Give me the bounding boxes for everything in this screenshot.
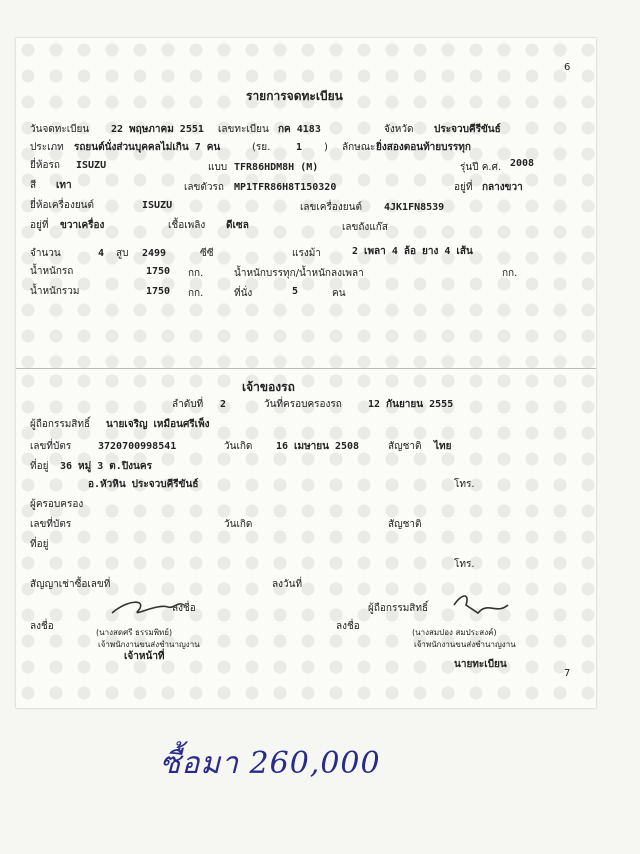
label: สัญญาเช่าซื้อเลขที่ [30, 579, 111, 590]
label: ประเภท [30, 142, 64, 153]
label: ซีซี [200, 248, 214, 259]
label: เลขที่บัตร [30, 441, 72, 452]
page-number: 6 [564, 62, 571, 73]
total-weight: 1750 [146, 286, 171, 297]
owner-section [16, 368, 596, 709]
section-title: รายการจดทะเบียน [246, 89, 343, 103]
registrar-name: (นางสมปอง สมประสงค์) [412, 628, 497, 637]
label: จำนวน [30, 248, 61, 259]
officer-title: เจ้าพนักงานขนส่งชำนาญงาน [98, 640, 200, 649]
label: ยี่ห้อเครื่องยนต์ [30, 200, 95, 211]
registrar-title: เจ้าพนักงานขนส่งชำนาญงาน [414, 640, 516, 649]
vehicle-type: รถยนต์นั่งส่วนบุคคลไม่เกิน 7 คน [74, 142, 221, 153]
label: ) [324, 142, 328, 153]
registrar-role: นายทะเบียน [454, 659, 507, 670]
model: TFR86HDM8H (M) [234, 162, 319, 173]
label: วันเกิด [224, 441, 253, 452]
label: เลขเครื่องยนต์ [300, 202, 362, 213]
reg-date: 22 พฤษภาคม 2551 [111, 124, 204, 135]
vehicle-weight: 1750 [146, 266, 171, 277]
owner-nationality: ไทย [434, 441, 452, 452]
label: วันจดทะเบียน [30, 124, 90, 135]
label: โทร. [454, 479, 475, 490]
label: (รย. [252, 142, 271, 153]
label: อยู่ที่ [454, 182, 473, 193]
label: สัญชาติ [388, 519, 422, 530]
officer-role: เจ้าหน้าที่ [124, 651, 165, 662]
label: เลขตัวรถ [184, 182, 224, 193]
label: แรงม้า [292, 248, 321, 259]
owner-signature [448, 591, 518, 619]
reg-number: กค 4183 [278, 124, 321, 135]
label: จังหวัด [384, 124, 414, 135]
label: กก. [502, 268, 518, 279]
label: ลงชื่อ [30, 621, 54, 632]
color: เทา [56, 180, 72, 191]
label: ลงชื่อ [172, 603, 196, 614]
label: กก. [188, 268, 204, 279]
label: เลขทะเบียน [218, 124, 269, 135]
label: อยู่ที่ [30, 220, 49, 231]
label: ยี่ห้อรถ [30, 160, 60, 171]
section-title: เจ้าของรถ [242, 380, 295, 394]
label: วันที่ครอบครองรถ [264, 399, 342, 410]
axles: 2 เพลา 4 ล้อ ยาง 4 เส้น [352, 246, 473, 257]
label: น้ำหนักรถ [30, 266, 74, 277]
province: ประจวบคีรีขันธ์ [434, 124, 501, 135]
security-pattern [16, 369, 596, 709]
label: สัญชาติ [388, 441, 422, 452]
label: แบบ [208, 162, 228, 173]
sequence-number: 2 [220, 399, 227, 410]
label: ลำดับที่ [172, 399, 204, 410]
label: ผู้ถือกรรมสิทธิ์ [368, 603, 429, 614]
label: โทร. [454, 559, 475, 570]
label: ที่นั่ง [234, 288, 253, 299]
label: ผู้ครอบครอง [30, 499, 84, 510]
owner-name: นายเจริญ เหมือนศรีเพ็ง [106, 419, 210, 430]
possession-date: 12 กันยายน 2555 [368, 399, 454, 410]
owner-address-line1: 36 หมู่ 3 ต.ปิงนคร [60, 461, 152, 472]
ry-code: 1 [296, 142, 303, 153]
engine-number: 4JK1FN8539 [384, 202, 445, 213]
label: ลักษณะ [342, 142, 376, 153]
fuel: ดีเซล [226, 220, 249, 231]
label: ที่อยู่ [30, 539, 49, 550]
handwritten-note: ซื้อมา 260,000 [160, 746, 381, 781]
engine-brand: ISUZU [142, 200, 173, 211]
registration-section [16, 38, 596, 368]
officer-signature [108, 595, 188, 621]
seat-count: 5 [292, 286, 299, 297]
label: เลขที่บัตร [30, 519, 72, 530]
owner-id: 3720700998541 [98, 441, 177, 452]
label: สี [30, 180, 37, 191]
footer-number: 7 [564, 668, 571, 679]
label: ที่อยู่ [30, 461, 49, 472]
label: น้ำหนักบรรทุก/น้ำหนักลงเพลา [234, 268, 364, 279]
chassis-location: กลางขวา [482, 182, 523, 193]
label: สูบ [116, 248, 129, 259]
officer-name: (นางสดศรี ธรรมพิทย์) [96, 628, 173, 637]
vehicle-feature: ยิ่งสองตอนท้ายบรรทุก [376, 142, 471, 153]
registration-document [16, 38, 596, 708]
brand: ISUZU [76, 160, 107, 171]
engine-cc: 2499 [142, 248, 167, 259]
label: ลงวันที่ [272, 579, 303, 590]
engine-location: ขวาเครื่อง [60, 220, 105, 231]
model-year: 2008 [510, 158, 535, 169]
label: เลขถังแก๊ส [342, 222, 388, 233]
owner-address-line2: อ.หัวหิน ประจวบคีรีขันธ์ [88, 479, 199, 490]
label: เชื้อเพลิง [168, 220, 206, 231]
label: รุ่นปี ค.ศ. [460, 162, 502, 173]
label: ผู้ถือกรรมสิทธิ์ [30, 419, 91, 430]
label: ลงชื่อ [336, 621, 360, 632]
label: วันเกิด [224, 519, 253, 530]
owner-dob: 16 เมษายน 2508 [276, 441, 360, 452]
cylinder-count: 4 [98, 248, 105, 259]
label: น้ำหนักรวม [30, 286, 80, 297]
chassis-number: MP1TFR86H8T150320 [234, 182, 337, 193]
label: คน [332, 288, 346, 299]
label: กก. [188, 288, 204, 299]
